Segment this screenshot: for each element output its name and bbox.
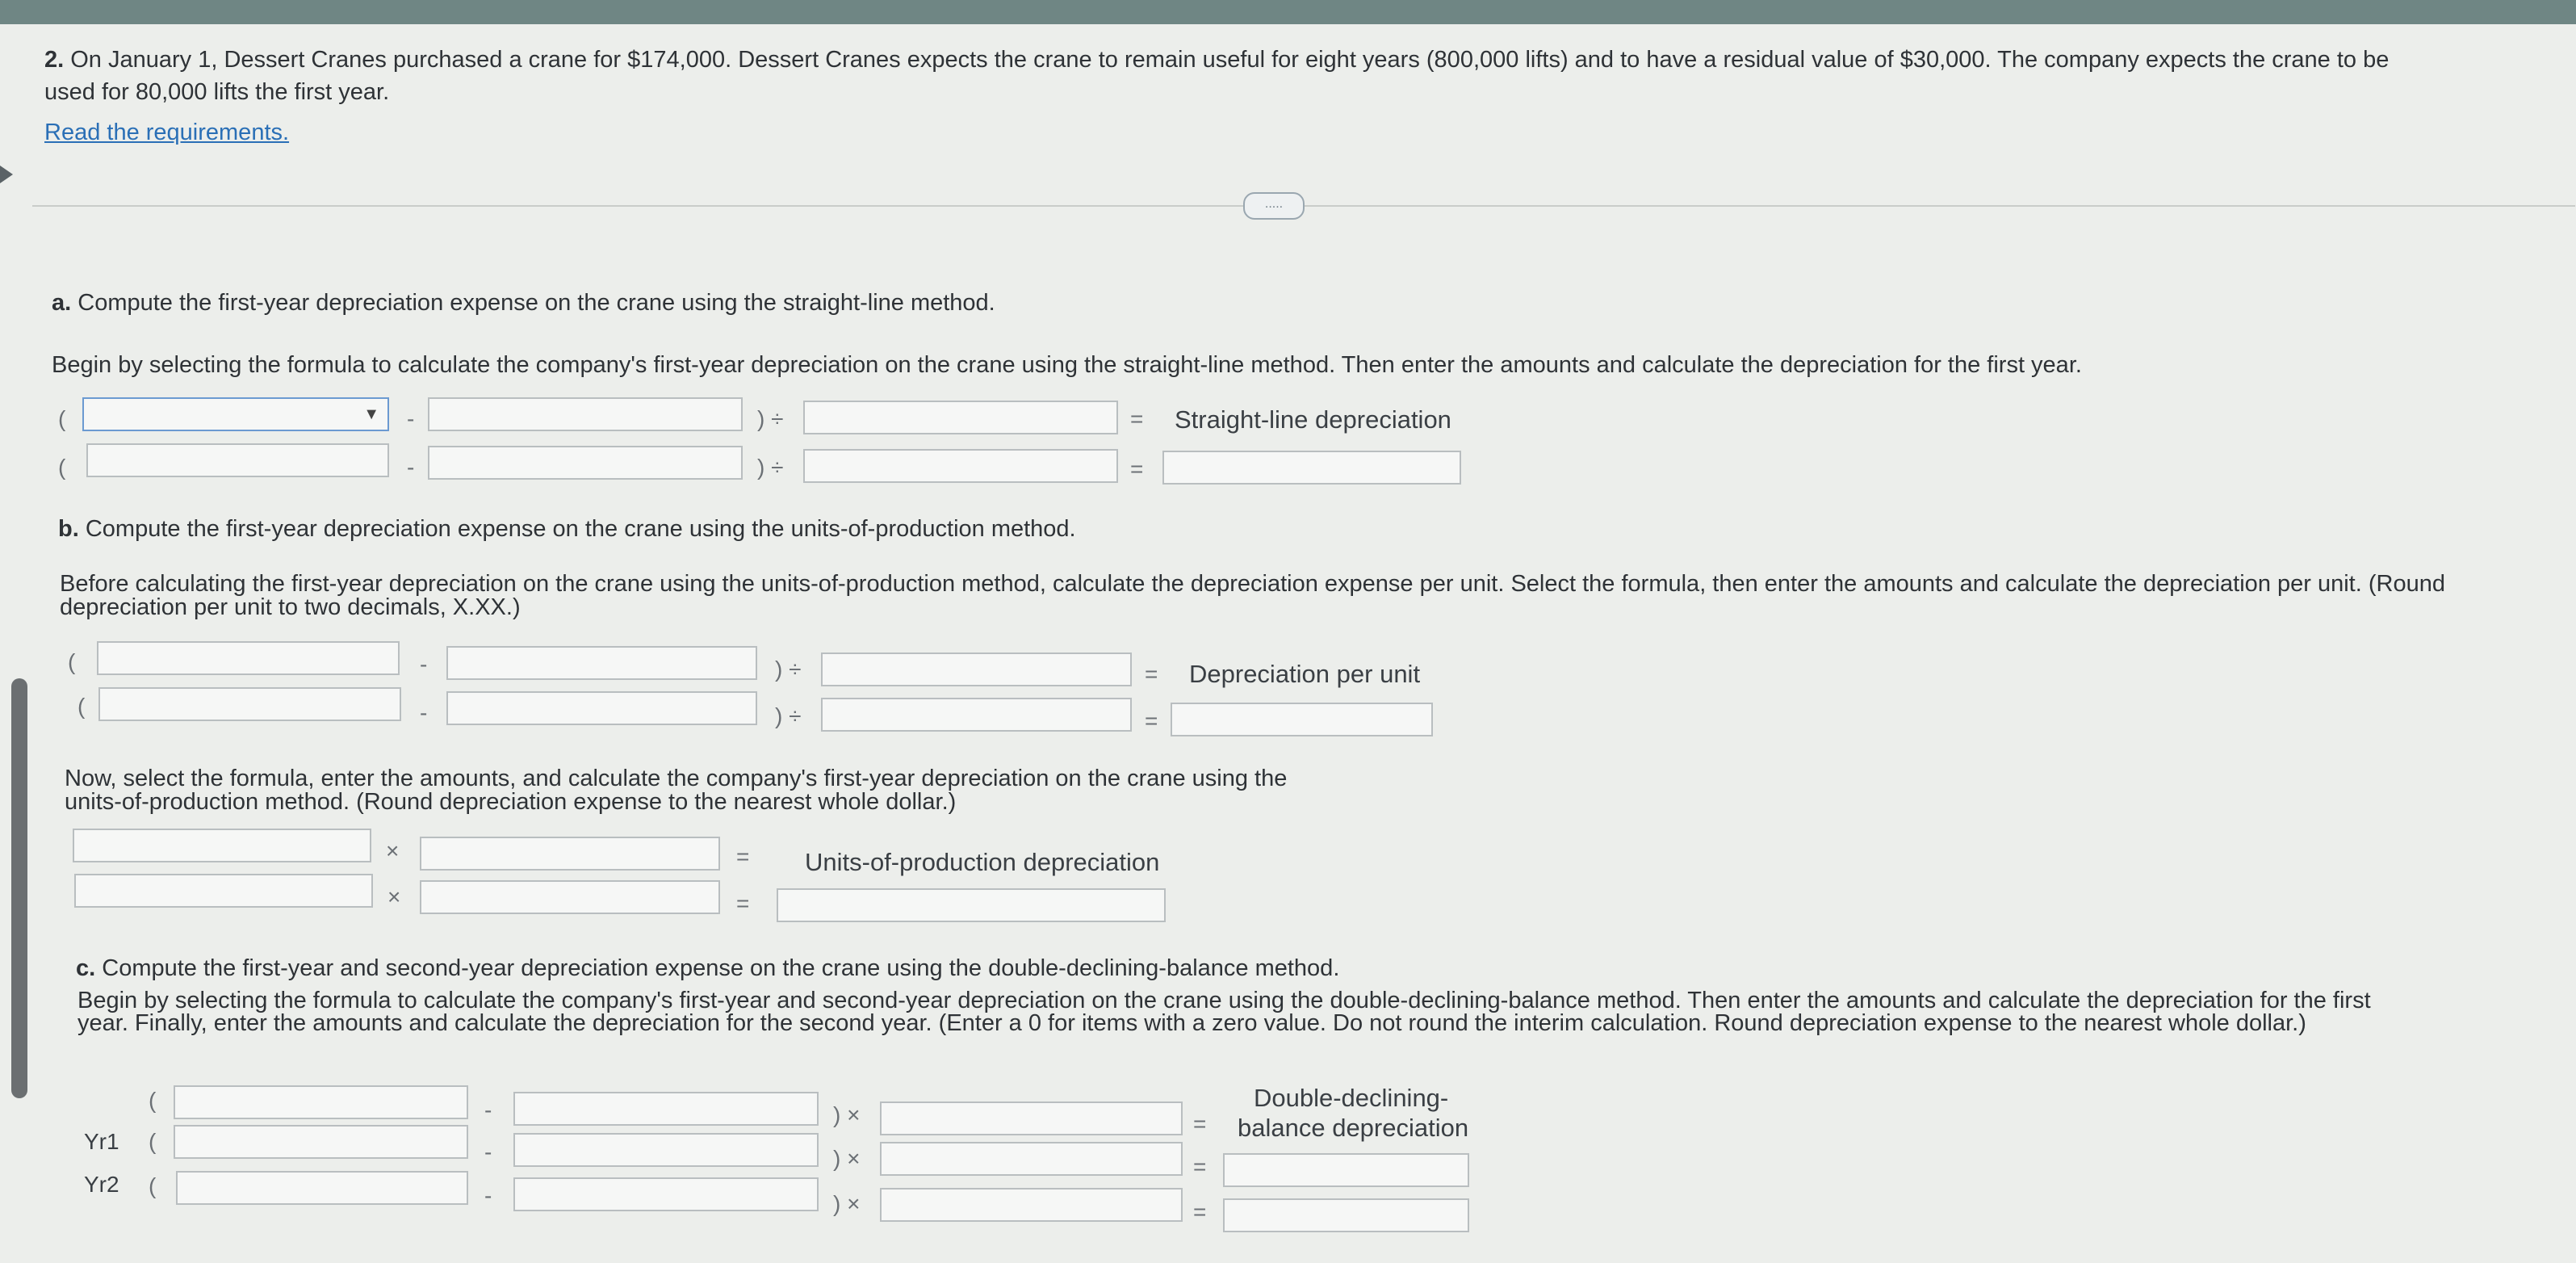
multiply-sign: ) ×: [833, 1102, 861, 1127]
minus-sign: -: [407, 455, 415, 480]
divide-sign: ) ÷: [775, 703, 802, 728]
divide-sign: ) ÷: [757, 455, 784, 480]
question-text-line1: 2. On January 1, Dessert Cranes purchased a crane for $174,000. Dessert Cranes expects the crane to remain useful for eight years (800,000 lifts) and to have a residual value of $30,000. The company expects the crane to be: [44, 47, 2390, 73]
part-a-formula-select-3[interactable]: [803, 401, 1118, 434]
equals-sign: =: [1193, 1111, 1207, 1136]
question-text-line2: used for 80,000 lifts the first year.: [44, 79, 390, 105]
part-b-instructions-line1: Before calculating the first-year depreciation on the crane using the units-of-production method, calculate the depreciation expense per unit. Select the formula, then enter the amounts and calculate the depreciation per unit. (Round: [60, 571, 2445, 597]
open-paren: (: [77, 694, 86, 719]
divide-sign: ) ÷: [775, 657, 802, 682]
equals-sign: =: [1193, 1199, 1207, 1224]
part-b-uop-amount-2[interactable]: [420, 880, 720, 914]
part-b-formula-select-3[interactable]: [821, 652, 1132, 686]
row-label-yr1: Yr1: [84, 1129, 119, 1154]
depreciation-per-unit-result[interactable]: [1171, 703, 1433, 736]
part-a-formula-select-2[interactable]: [428, 397, 743, 431]
part-b-amount-2[interactable]: [446, 691, 757, 725]
yr1-amount-2[interactable]: [513, 1133, 819, 1167]
part-a-amount-1[interactable]: [86, 443, 389, 477]
minus-sign: -: [484, 1183, 492, 1208]
straight-line-result[interactable]: [1162, 451, 1461, 485]
ddb-label-line2: balance depreciation: [1238, 1114, 1469, 1142]
part-c-formula-select-2[interactable]: [513, 1092, 819, 1126]
part-b-instructions-line2: depreciation per unit to two decimals, X.XX.): [60, 594, 521, 620]
yr2-amount-2[interactable]: [513, 1177, 819, 1211]
row-label-yr2: Yr2: [84, 1172, 119, 1197]
divide-sign: ) ÷: [757, 406, 784, 431]
open-paren: (: [58, 455, 66, 480]
part-a-heading: a. Compute the first-year depreciation expense on the crane using the straight-line method.: [52, 290, 995, 316]
yr1-ddb-result[interactable]: [1223, 1153, 1469, 1187]
minus-sign: -: [420, 652, 428, 677]
open-paren: (: [68, 649, 76, 674]
straight-line-label: Straight-line depreciation: [1175, 405, 1451, 434]
part-b-uop-amount-1[interactable]: [74, 874, 373, 908]
part-b-uop-select-1[interactable]: [73, 829, 371, 862]
units-of-production-result[interactable]: [777, 888, 1166, 922]
part-c-heading: c. Compute the first-year and second-year depreciation expense on the crane using the double-declining-balance method.: [76, 955, 1340, 981]
part-b-formula-select-1[interactable]: [97, 641, 400, 675]
minus-sign: -: [484, 1097, 492, 1122]
equals-sign: =: [1130, 456, 1144, 481]
part-c-formula-select-3[interactable]: [880, 1101, 1183, 1135]
multiply-sign: ) ×: [833, 1191, 861, 1216]
read-requirements-link[interactable]: Read the requirements.: [44, 120, 290, 145]
part-b-heading: b. Compute the first-year depreciation expense on the crane using the units-of-production method.: [58, 516, 1076, 542]
open-paren: (: [58, 406, 66, 431]
part-c-instructions-line1: Begin by selecting the formula to calculate the company's first-year and second-year depreciation on the crane using the double-declining-balance method. Then enter the amounts and calculate the depreciation for the first: [77, 988, 2371, 1013]
part-b-amount-3[interactable]: [821, 698, 1132, 732]
open-paren: (: [149, 1173, 157, 1198]
top-bar: [0, 0, 2576, 24]
equals-sign: =: [736, 891, 750, 916]
part-a-formula-select-1[interactable]: [82, 397, 389, 431]
dropdown-arrow-icon: ▼: [363, 405, 379, 423]
part-b-uop-select-2[interactable]: [420, 837, 720, 871]
yr2-ddb-result[interactable]: [1223, 1198, 1469, 1232]
depreciation-per-unit-label: Depreciation per unit: [1189, 660, 1421, 688]
minus-sign: -: [420, 700, 428, 725]
multiply-sign: ) ×: [833, 1146, 861, 1171]
scrollbar[interactable]: [11, 678, 27, 1098]
yr2-amount-3[interactable]: [880, 1188, 1183, 1222]
part-b-now-line1: Now, select the formula, enter the amounts, and calculate the company's first-year depreciation on the crane using the: [65, 766, 1288, 791]
part-b-now-line2: units-of-production method. (Round depreciation expense to the nearest whole dollar.): [65, 789, 957, 815]
part-b-formula-select-2[interactable]: [446, 646, 757, 680]
equals-sign: =: [1130, 406, 1144, 431]
part-c-formula-select-1[interactable]: [174, 1085, 468, 1119]
equals-sign: =: [736, 844, 750, 869]
yr2-amount-1[interactable]: [176, 1171, 468, 1205]
yr1-amount-1[interactable]: [174, 1125, 468, 1159]
minus-sign: -: [484, 1139, 492, 1164]
expand-button[interactable]: .....: [1243, 192, 1305, 220]
units-of-production-label: Units-of-production depreciation: [805, 848, 1160, 876]
equals-sign: =: [1193, 1154, 1207, 1179]
open-paren: (: [149, 1088, 157, 1113]
part-b-amount-1[interactable]: [98, 687, 401, 721]
equals-sign: =: [1145, 708, 1158, 733]
part-a-instructions: Begin by selecting the formula to calculate the company's first-year depreciation on the crane using the straight-line method. Then enter the amounts and calculate the depreciation for the first year.: [52, 352, 2082, 378]
minus-sign: -: [407, 406, 415, 431]
part-a-amount-3[interactable]: [803, 449, 1118, 483]
multiply-sign: ×: [386, 838, 400, 863]
open-paren: (: [149, 1129, 157, 1154]
yr1-amount-3[interactable]: [880, 1142, 1183, 1176]
multiply-sign: ×: [387, 884, 401, 909]
part-c-instructions-line2: year. Finally, enter the amounts and calculate the depreciation for the second year. (Enter a 0 for items with a zero value. Do not round the interim calculation. Round depreciation expense to the nearest whole dollar.): [77, 1010, 2306, 1036]
part-a-amount-2[interactable]: [428, 446, 743, 480]
ddb-label-line1: Double-declining-: [1254, 1084, 1449, 1112]
equals-sign: =: [1145, 661, 1158, 686]
